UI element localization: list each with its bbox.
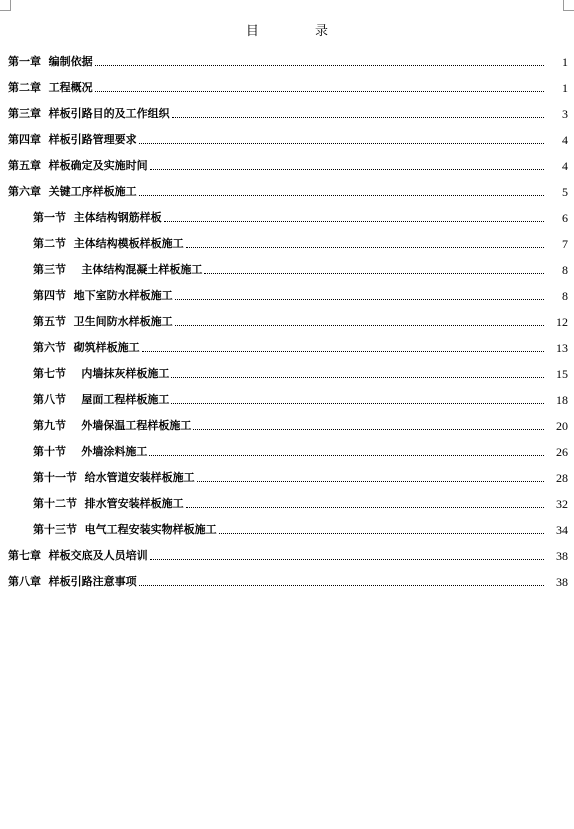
toc-dot-leader	[219, 532, 544, 534]
toc-section-entry[interactable]	[0, 409, 574, 435]
toc-entry-title: 第十节 外墙涂料施工	[33, 445, 148, 458]
toc-chapter-entry[interactable]	[0, 565, 574, 591]
toc-chapter-entry[interactable]	[0, 149, 574, 175]
toc-section-entry[interactable]	[0, 305, 574, 331]
page-corner-mark-right	[563, 0, 574, 11]
toc-page-number: 8	[562, 289, 568, 303]
toc-page-number: 6	[562, 211, 568, 225]
toc-dot-leader	[142, 350, 544, 352]
toc-dot-leader	[95, 90, 544, 92]
toc-page-number: 3	[562, 107, 568, 121]
toc-page-number: 1	[562, 81, 568, 95]
toc-dot-leader	[186, 506, 544, 508]
toc-page-number: 32	[556, 497, 568, 511]
toc-entry-title: 第十一节 给水管道安装样板施工	[33, 471, 195, 484]
toc-page-number: 5	[562, 185, 568, 199]
toc-entry-title: 第十三节 电气工程安装实物样板施工	[33, 523, 217, 536]
toc-page-number: 4	[562, 133, 568, 147]
toc-chapter-entry[interactable]	[0, 71, 574, 97]
toc-section-entry[interactable]	[0, 253, 574, 279]
toc-dot-leader	[95, 64, 544, 66]
toc-dot-leader	[149, 454, 544, 456]
toc-dot-leader	[150, 168, 544, 170]
toc-entry-title: 第三节 主体结构混凝土样板施工	[33, 263, 203, 276]
toc-entry-title: 第一章 编制依据	[8, 55, 93, 68]
toc-entry-title: 第五节 卫生间防水样板施工	[33, 315, 173, 328]
toc-page-number: 28	[556, 471, 568, 485]
toc-dot-leader	[164, 220, 544, 222]
toc-page-number: 12	[556, 315, 568, 329]
toc-dot-leader	[139, 194, 544, 196]
toc-entry-title: 第四章 样板引路管理要求	[8, 133, 137, 146]
toc-page-number: 8	[562, 263, 568, 277]
toc-entry-title: 第六章 关键工序样板施工	[8, 185, 137, 198]
toc-page-number: 38	[556, 549, 568, 563]
toc-page-number: 38	[556, 575, 568, 589]
toc-entry-title: 第六节 砌筑样板施工	[33, 341, 140, 354]
toc-page-number: 7	[562, 237, 568, 251]
toc-section-entry[interactable]	[0, 331, 574, 357]
toc-dot-leader	[139, 584, 544, 586]
toc-dot-leader	[139, 142, 544, 144]
toc-page-number: 4	[562, 159, 568, 173]
toc-entry-title: 第七节 内墙抹灰样板施工	[33, 367, 170, 380]
toc-dot-leader	[193, 428, 544, 430]
toc-chapter-entry[interactable]	[0, 45, 574, 71]
toc-page-number: 1	[562, 55, 568, 69]
toc-dot-leader	[172, 116, 544, 118]
toc-page-number: 15	[556, 367, 568, 381]
toc-section-entry[interactable]	[0, 201, 574, 227]
toc-entry-title: 第一节 主体结构钢筋样板	[33, 211, 162, 224]
toc-section-entry[interactable]	[0, 487, 574, 513]
toc-page-number: 34	[556, 523, 568, 537]
toc-section-entry[interactable]	[0, 383, 574, 409]
toc-entry-title: 第五章 样板确定及实施时间	[8, 159, 148, 172]
toc-entry-title: 第二节 主体结构模板样板施工	[33, 237, 184, 250]
toc-section-entry[interactable]	[0, 461, 574, 487]
toc-entry-title: 第八节 屋面工程样板施工	[33, 393, 170, 406]
toc-section-entry[interactable]	[0, 357, 574, 383]
toc-dot-leader	[171, 402, 544, 404]
toc-title: 目 录	[245, 24, 355, 39]
toc-dot-leader	[175, 324, 544, 326]
toc-entry-title: 第十二节 排水管安装样板施工	[33, 497, 184, 510]
toc-chapter-entry[interactable]	[0, 175, 574, 201]
toc-chapter-entry[interactable]	[0, 97, 574, 123]
toc-dot-leader	[171, 376, 544, 378]
toc-page-number: 26	[556, 445, 568, 459]
toc-page-number: 13	[556, 341, 568, 355]
table-of-contents	[0, 45, 574, 591]
toc-section-entry[interactable]	[0, 513, 574, 539]
toc-chapter-entry[interactable]	[0, 539, 574, 565]
toc-entry-title: 第四节 地下室防水样板施工	[33, 289, 173, 302]
page-corner-mark-left	[0, 0, 11, 11]
toc-dot-leader	[150, 558, 544, 560]
toc-dot-leader	[186, 246, 544, 248]
toc-dot-leader	[175, 298, 544, 300]
toc-dot-leader	[204, 272, 544, 274]
toc-entry-title: 第三章 样板引路目的及工作组织	[8, 107, 170, 120]
toc-chapter-entry[interactable]	[0, 123, 574, 149]
toc-section-entry[interactable]	[0, 227, 574, 253]
toc-dot-leader	[197, 480, 544, 482]
toc-section-entry[interactable]	[0, 279, 574, 305]
toc-entry-title: 第七章 样板交底及人员培训	[8, 549, 148, 562]
toc-entry-title: 第八章 样板引路注意事项	[8, 575, 137, 588]
toc-section-entry[interactable]	[0, 435, 574, 461]
toc-page-number: 20	[556, 419, 568, 433]
toc-page-number: 18	[556, 393, 568, 407]
toc-entry-title: 第二章 工程概况	[8, 81, 93, 94]
toc-entry-title: 第九节 外墙保温工程样板施工	[33, 419, 192, 432]
